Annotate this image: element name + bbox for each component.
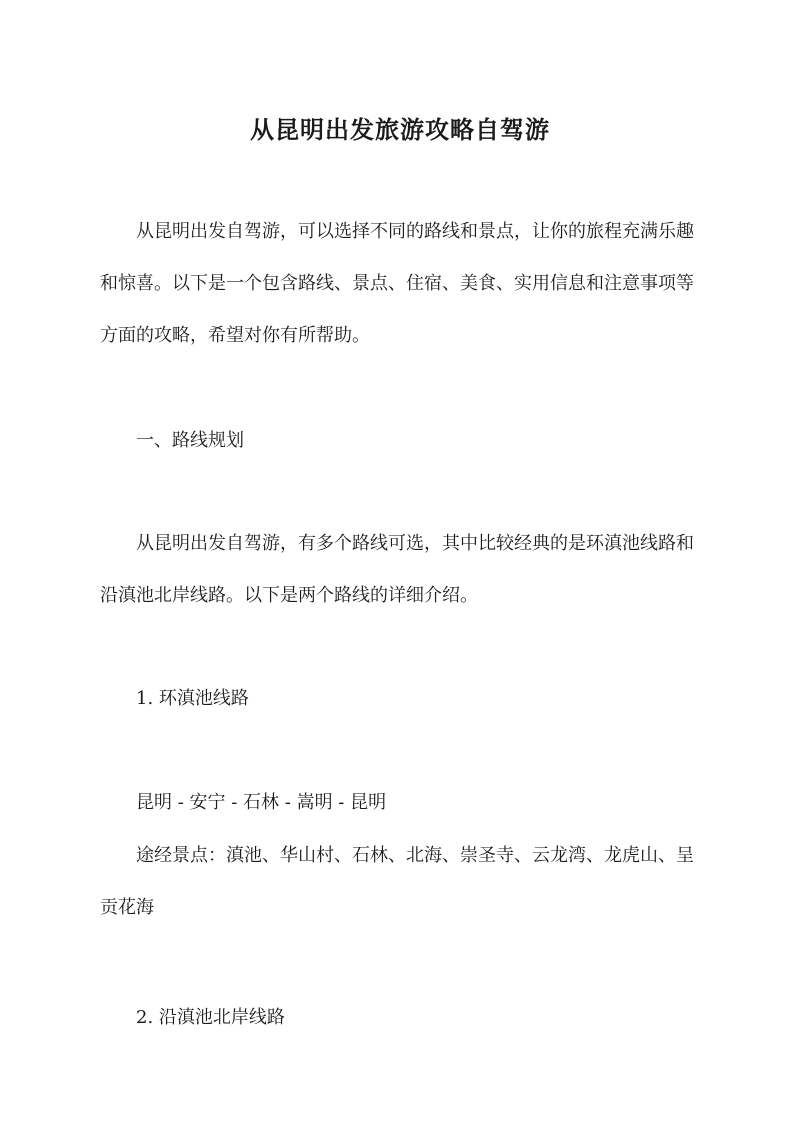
route1-path: 昆明 - 安宁 - 石林 - 嵩明 - 昆明	[136, 792, 387, 813]
route2-heading: 2. 沿滇池北岸线路	[136, 1007, 285, 1028]
section-heading-route-planning: 一、路线规划	[136, 430, 244, 451]
route1-heading: 1. 环滇池线路	[136, 688, 249, 709]
route1-sights: 途经景点：滇池、华山村、石林、北海、崇圣寺、云龙湾、龙虎山、呈贡花海	[100, 845, 694, 918]
route-overview-paragraph: 从昆明出发自驾游，有多个路线可选，其中比较经典的是环滇池线路和沿滇池北岸线路。以下是两个路线的详细介绍。	[100, 533, 694, 606]
document-title: 从昆明出发旅游攻略自驾游	[250, 115, 550, 145]
intro-paragraph: 从昆明出发自驾游，可以选择不同的路线和景点，让你的旅程充满乐趣和惊喜。以下是一个包含路线、景点、住宿、美食、实用信息和注意事项等方面的攻略，希望对你有所帮助。	[100, 221, 694, 346]
